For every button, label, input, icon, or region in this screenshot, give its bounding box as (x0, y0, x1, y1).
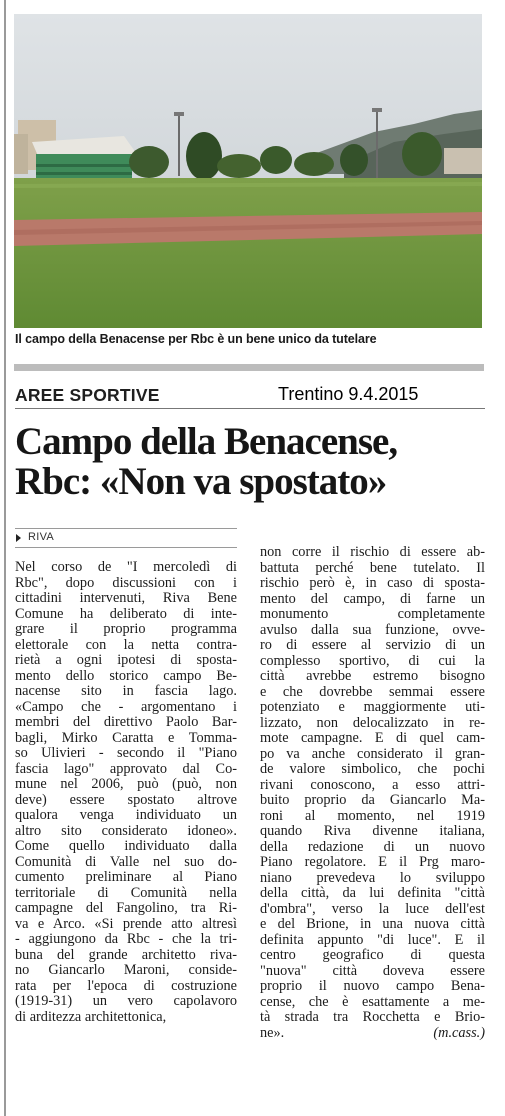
article-line: ro di essere al servizio di un (260, 638, 485, 653)
article-line: so Ulivieri - secondo il "Piano (15, 746, 237, 761)
location-tag (15, 530, 237, 548)
article-line: rivani conoscono, a esso attri- (260, 777, 485, 793)
page-left-border (4, 0, 6, 1116)
article-line: va e Arco. «Si prende atto altresì (15, 916, 237, 932)
article-line: Come quello individuato dalla (15, 839, 237, 854)
triangle-bullet-icon (16, 534, 21, 542)
section-label: AREE SPORTIVE (15, 385, 160, 405)
article-line: niano prevedeva lo sviluppo (260, 870, 485, 886)
article-line: rietà a ogni ipotesi di sposta- (15, 653, 237, 668)
article-line: Piano regolatore. E il Prg maro- (260, 855, 485, 870)
article-line: tà strada tra Rocchetta e Brio- (260, 1010, 485, 1025)
article-line: Comune ha deliberato di inte- (15, 606, 237, 622)
article-photo (14, 14, 482, 328)
article-line: definita appunto "di luce". E il (260, 932, 485, 948)
article-line: membri del direttivo Paolo Bar- (15, 715, 237, 730)
article-line: potenziato e maggiormente uti- (260, 700, 485, 715)
article-line: campagne del Fangolino, tra Ri- (15, 901, 237, 916)
article-line: fascia lago" approvato dal Co- (15, 761, 237, 777)
article-line: bagli, Mirko Caratta e Tomma- (15, 730, 237, 746)
location-label: RIVA (28, 531, 55, 543)
article-line: rata per l'epoca di costruzione (15, 978, 237, 994)
article-line: mote campagne. E di quel cam- (260, 731, 485, 746)
section-divider (15, 408, 485, 409)
article-line: qualora venga individuato un (15, 808, 237, 823)
article-line: e che dovrebbe semmai essere (260, 684, 485, 700)
article-line: Comunità di Valle nel suo do- (15, 854, 237, 870)
article-line: rischio però è, in caso di sposta- (260, 576, 485, 591)
section-band (14, 364, 484, 371)
article-line: deve) essere spostato altrove (15, 792, 237, 808)
article-line: mento del campo, di farne un (260, 591, 485, 607)
article-column-1 (15, 560, 237, 1025)
article-line: monumento completamente (260, 607, 485, 622)
article-line: avulso dalla sua funzione, ovve- (260, 622, 485, 638)
article-line: ne». (m.cass.) (260, 1025, 485, 1041)
article-line: Rbc", dopo discussioni con i (15, 575, 237, 591)
article-line: (1919-31) un vero capolavoro (15, 994, 237, 1009)
location-rule (15, 528, 237, 529)
article-line: altro sito considerato idoneo». (15, 823, 237, 839)
article-line: po va anche considerato il gran- (260, 746, 485, 762)
article-line: mune nel 2006, può (può, non (15, 777, 237, 792)
article-line: elettorale con la netta contra- (15, 637, 237, 653)
article-line: mento dello storico campo Be- (15, 668, 237, 684)
article-line: battuta perché bene tutelato. Il (260, 560, 485, 576)
article-line: cumento preliminare al Piano (15, 870, 237, 885)
article-line: - aggiungono da Rbc - che la tri- (15, 932, 237, 947)
article-line: proprio il nuovo campo Bena- (260, 979, 485, 994)
headline-line: Rbc: «Non va spostato» (15, 460, 387, 503)
article-line: de valore simbolico, che pochi (260, 762, 485, 777)
photo-caption: Il campo della Benacense per Rbc è un bene unico da tutelare (15, 332, 377, 346)
headline (15, 422, 495, 502)
author-initials: (m.cass.) (433, 1025, 485, 1041)
article-line: e del Brione, in una nuova città (260, 917, 485, 932)
article-line: non corre il rischio di essere ab- (260, 545, 485, 560)
article-line: cittadini intervenuti, Riva Bene (15, 591, 237, 606)
article-line: centro geografico di questa (260, 948, 485, 963)
article-line: Nel corso de "I mercoledì di (15, 560, 237, 575)
article-line: roni al momento, nel 1919 (260, 808, 485, 824)
article-line: "nuova" città doveva essere (260, 963, 485, 979)
article-line: cense, che è esattamente a me- (260, 994, 485, 1010)
location-rule (15, 547, 237, 548)
article-line: complesso sportivo, di cui la (260, 653, 485, 669)
article-line: «Campo che - argomentano i (15, 699, 237, 715)
article-line: lizzato, non delocalizzato in re- (260, 715, 485, 731)
article-line: della redazione di un nuovo (260, 839, 485, 855)
article-line: buito proprio da Giancarlo Ma- (260, 793, 485, 808)
article-line: quando Riva divenne italiana, (260, 824, 485, 839)
article-line: nacense sito in fascia lago. (15, 684, 237, 699)
article-line: d'ombra", verso la luce dell'est (260, 901, 485, 917)
article-line: città avrebbe estremo bisogno (260, 669, 485, 684)
article-line: di arditezza architettonica, (15, 1009, 167, 1025)
source-note: Trentino 9.4.2015 (278, 384, 419, 404)
article-line: grare il proprio programma (15, 622, 237, 637)
article-line: no Giancarlo Maroni, conside- (15, 963, 237, 978)
article-line: territoriale di Comunità nella (15, 885, 237, 901)
article-column-2 (260, 545, 485, 1041)
article-line: buna del grande architetto riva- (15, 947, 237, 963)
article-line: della città, da lui definita "città (260, 886, 485, 901)
headline-line: Campo della Benacense, (15, 420, 398, 463)
